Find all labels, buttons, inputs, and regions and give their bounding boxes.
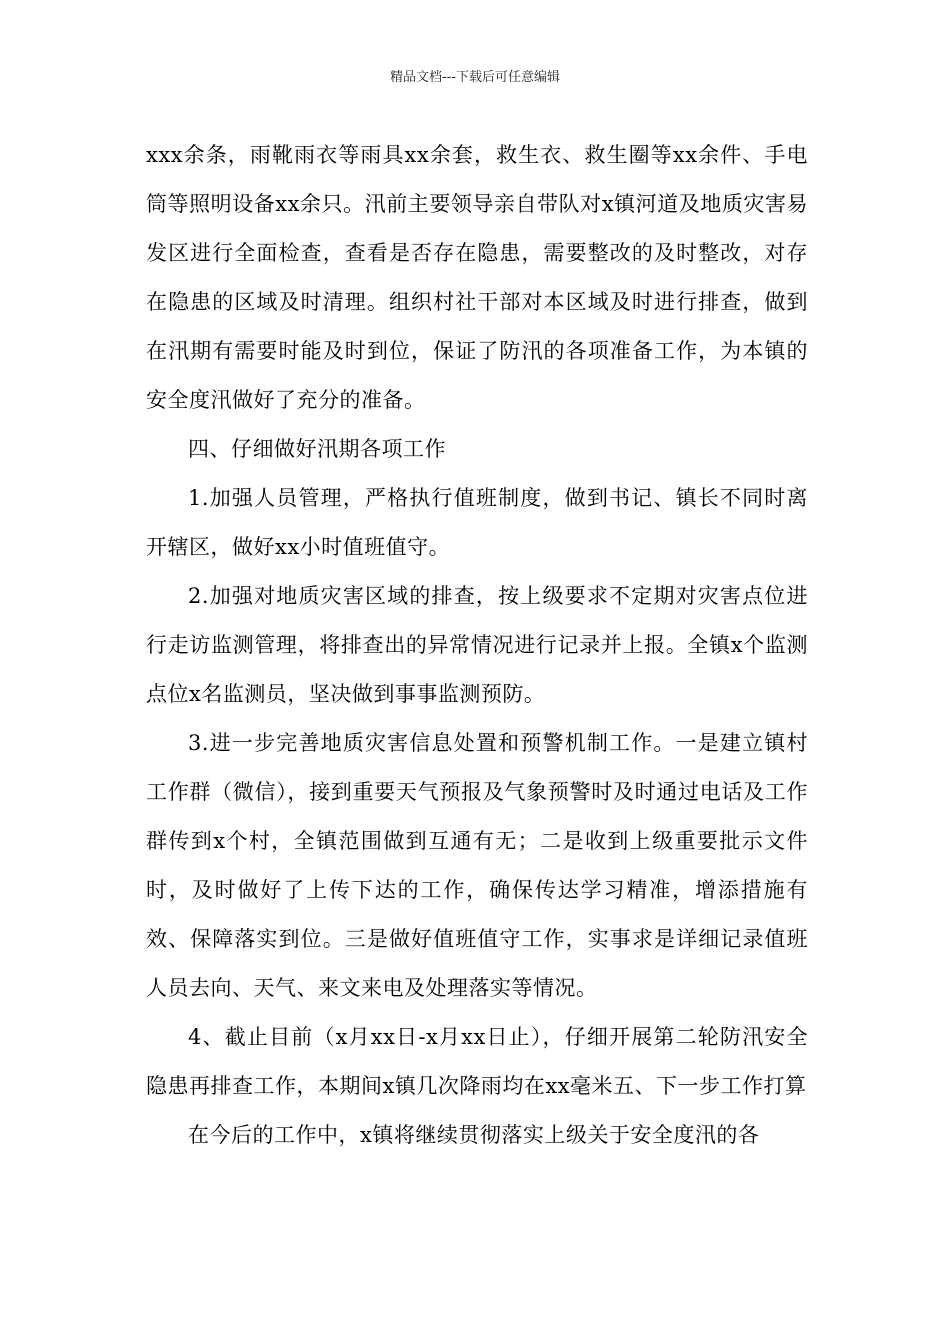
paragraph-future-plan: 在今后的工作中，x镇将继续贯彻落实上级关于安全度汛的各 xyxy=(188,1123,760,1147)
paragraph-item-4: 4、截止目前（x月xx日-x月xx日止），仔细开展第二轮防汛安全隐患再排查工作，本期间x镇几次降雨均在xx毫米五、下一步工作打算 xyxy=(146,1025,808,1098)
paragraph-supplies: xxx余条，雨靴雨衣等雨具xx余套，救生衣、救生圈等xx余件、手电筒等照明设备xx余只。汛前主要领导亲自带队对x镇河道及地质灾害易发区进行全面检查，查看是否存在隐患，需要整改的及时整改，对存在隐患的区域及时清理。组织村社干部对本区域及时进行排查，做到在汛期有需要时能及时到位，保证了防汛的各项准备工作，为本镇的安全度汛做好了充分的准备。 xyxy=(146,143,808,412)
paragraph-item-2: 2.加强对地质灾害区域的排查，按上级要求不定期对灾害点位进行走访监测管理，将排查出的异常情况进行记录并上报。全镇x个监测点位x名监测员，坚决做到事事监测预防。 xyxy=(146,584,808,706)
paragraph-item-1: 1.加强人员管理，严格执行值班制度，做到书记、镇长不同时离开辖区，做好xx小时值班值守。 xyxy=(146,486,808,559)
section-heading-four: 四、仔细做好汛期各项工作 xyxy=(188,437,446,461)
page-header: 精品文档---下载后可任意编辑 xyxy=(389,70,561,85)
document-body xyxy=(146,131,808,1160)
paragraph-item-3: 3.进一步完善地质灾害信息处置和预警机制工作。一是建立镇村工作群（微信），接到重要天气预报及气象预警时及时通过电话及工作群传到x个村，全镇范围做到互通有无；二是收到上级重要批示文件时，及时做好了上传下达的工作，确保传达学习精准，增添措施有效、保障落实到位。三是做好值班值守工作，实事求是详细记录值班人员去向、天气、来文来电及处理落实等情况。 xyxy=(146,731,808,1000)
